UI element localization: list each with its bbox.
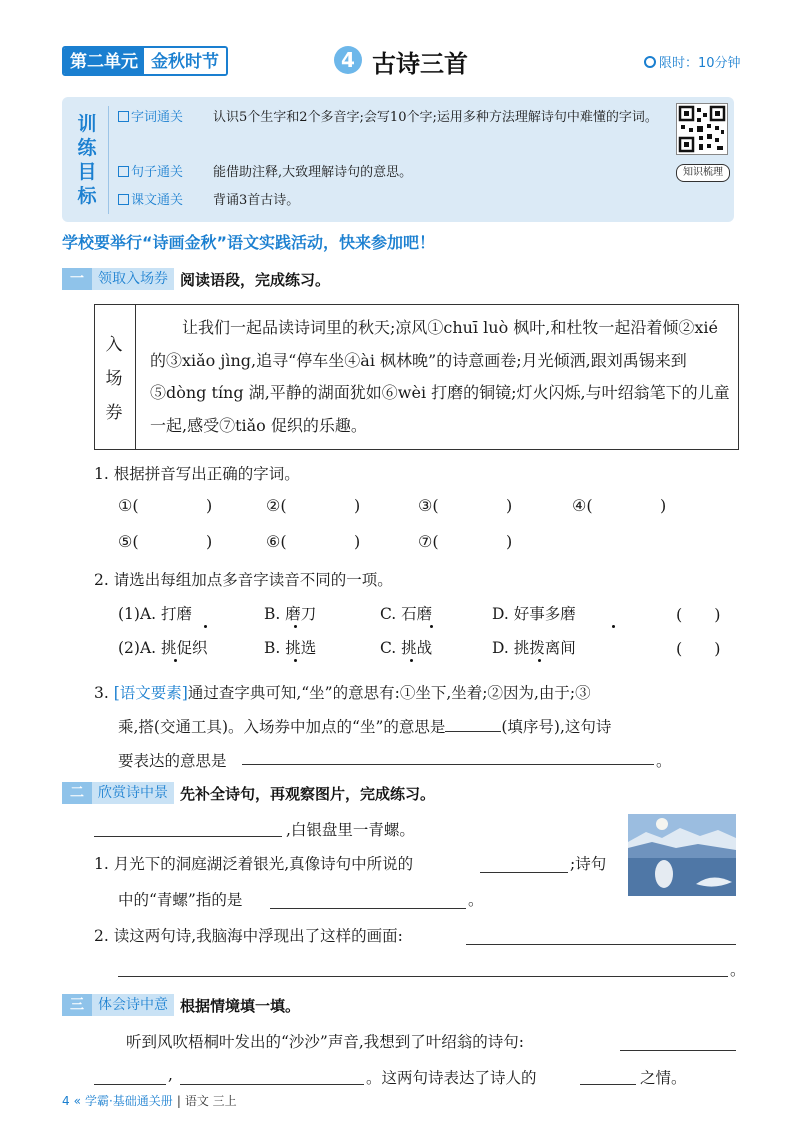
- blank-close: ): [206, 532, 213, 551]
- sentence-end: 。: [468, 891, 484, 909]
- checkbox-icon[interactable]: [118, 194, 129, 205]
- answer-line[interactable]: [270, 908, 466, 909]
- blank-4[interactable]: ④(: [572, 496, 593, 515]
- lake-moon-illustration: [628, 814, 736, 896]
- question-text: 要表达的意思是: [118, 752, 227, 770]
- option-d: D. 好事多磨: [492, 605, 576, 623]
- emphasis-dot: [294, 659, 297, 662]
- section-name: 领取入场券: [92, 268, 174, 290]
- question-2-1: 1. 月光下的洞庭湖泛着银光,真像诗句中所说的: [94, 855, 414, 873]
- answer-paren[interactable]: ( ): [676, 639, 721, 658]
- divider: [108, 106, 109, 214]
- ticket-passage: 让我们一起品读诗词里的秋天;凉风①chuī luò 枫叶,和杜牧一起沿着倾②xié 的③xiǎo jìng,追寻“停车坐④ài 枫林晚”的诗意画卷;月光倾洒,跟刘禹锡来到⑤dòng tíng 湖,平静的湖面犹如⑥wèi 打磨的铜镜;灯火闪烁,与叶绍翁笔下的儿童一起,感受⑦tiǎo 促织的乐趣。: [150, 318, 730, 435]
- goal-text: 背诵3首古诗。: [213, 193, 300, 208]
- goals-label-char: 标: [77, 185, 97, 207]
- training-goals-label: [72, 112, 102, 208]
- goals-label-char: 练: [77, 137, 97, 159]
- answer-line[interactable]: [620, 1050, 736, 1051]
- goals-label-char: 目: [77, 161, 97, 183]
- checkbox-icon[interactable]: [118, 111, 129, 122]
- page-number: 4: [62, 1093, 70, 1108]
- section-1-header: [62, 268, 330, 290]
- sentence-end: 。: [656, 752, 672, 770]
- lesson-number: 4: [334, 46, 362, 74]
- question-3-line1: 听到风吹梧桐叶发出的“沙沙”声音,我想到了叶绍翁的诗句:: [126, 1033, 524, 1051]
- poem-line: ,白银盘里一青螺。: [286, 821, 415, 839]
- emphasis-dot: [410, 659, 413, 662]
- option-b: B. 磨刀: [264, 605, 317, 623]
- goal-item-words: [118, 106, 669, 130]
- question-1-3-line2: [118, 710, 738, 744]
- checkbox-icon[interactable]: [118, 166, 129, 177]
- page-title: 古诗三首: [372, 50, 468, 78]
- book-title: 学霸·基础通关册: [84, 1094, 173, 1108]
- goal-text: 认识5个生字和2个多音字;会写10个字;运用多种方法理解诗句中难懂的字词。: [213, 110, 658, 125]
- blank-close: ): [506, 496, 513, 515]
- section-number: 一: [62, 268, 92, 290]
- emphasis-dot: [612, 625, 615, 628]
- option-a: (2)A. 挑促织: [118, 639, 208, 657]
- blank-3[interactable]: ③(: [418, 496, 439, 515]
- section-instruction: 根据情境填一填。: [180, 996, 301, 1015]
- goals-label-char: 训: [77, 113, 97, 135]
- subject-label: 语文 三上: [184, 1094, 237, 1108]
- section-2-header: [62, 782, 435, 804]
- section-name: 欣赏诗中景: [92, 782, 174, 804]
- blank-1[interactable]: ①(: [118, 496, 139, 515]
- footer-separator: |: [176, 1093, 181, 1108]
- blank-close: ): [660, 496, 667, 515]
- goal-text: 能借助注释,大致理解诗句的意思。: [213, 165, 413, 180]
- goal-tag: 句子通关: [131, 165, 184, 180]
- time-limit-text: 限时：10分钟: [659, 56, 741, 71]
- section-3-header: [62, 994, 300, 1016]
- question-1-3: [94, 676, 734, 710]
- question-3-line2: 。这两句诗表达了诗人的: [366, 1069, 537, 1087]
- option-b: B. 挑选: [264, 639, 317, 657]
- qr-code-icon[interactable]: [676, 103, 728, 155]
- answer-line[interactable]: [242, 764, 654, 765]
- skill-tag: [语文要素]: [113, 684, 188, 702]
- time-limit: [644, 52, 741, 71]
- question-1-2: 2. 请选出每组加点多音字读音不同的一项。: [94, 571, 393, 589]
- question-text: (填序号),这句诗: [501, 718, 612, 736]
- answer-line[interactable]: [466, 944, 736, 945]
- option-c: C. 挑战: [380, 639, 433, 657]
- ticket-label-char: 券: [105, 403, 123, 423]
- emphasis-dot: [294, 625, 297, 628]
- sentence-end: 。: [730, 961, 746, 979]
- unit-label: 第二单元: [64, 48, 144, 74]
- section-number: 二: [62, 782, 92, 804]
- question-number: 3.: [94, 684, 114, 702]
- blank-close: ): [354, 496, 361, 515]
- answer-line[interactable]: [180, 1084, 364, 1085]
- question-3-end: 之情。: [640, 1069, 687, 1087]
- goal-tag: 字词通关: [131, 110, 184, 125]
- section-number: 三: [62, 994, 92, 1016]
- answer-line[interactable]: [580, 1084, 636, 1085]
- intro-text: 学校要举行“诗画金秋”语文实践活动，快来参加吧！: [62, 233, 436, 252]
- arrow-icon: «: [73, 1093, 81, 1108]
- qr-label: 知识梳理: [676, 164, 730, 182]
- section-instruction: 阅读语段，完成练习。: [180, 270, 331, 289]
- blank-close: ): [506, 532, 513, 551]
- question-1-1: 1. 根据拼音写出正确的字词。: [94, 465, 300, 483]
- section-name: 体会诗中意: [92, 994, 174, 1016]
- goal-item-sentences: [118, 161, 669, 185]
- blank-2[interactable]: ②(: [266, 496, 287, 515]
- section-instruction: 先补全诗句，再观察图片，完成练习。: [180, 784, 436, 803]
- option-c: C. 石磨: [380, 605, 433, 623]
- clock-icon: [644, 56, 656, 68]
- question-text: 乘,搭(交通工具)。入场券中加点的“坐”的意思是: [118, 718, 446, 736]
- question-1-3-line3: [118, 744, 227, 778]
- footer: [62, 1092, 237, 1109]
- emphasis-dot: [538, 659, 541, 662]
- blank-close: ): [354, 532, 361, 551]
- blank-5[interactable]: ⑤(: [118, 532, 139, 551]
- blank-6[interactable]: ⑥(: [266, 532, 287, 551]
- question-2-1-tail: ;诗句: [570, 855, 607, 873]
- blank-7[interactable]: ⑦(: [418, 532, 439, 551]
- ticket-label-char: 入: [105, 335, 123, 355]
- question-2-2: 2. 读这两句诗,我脑海中浮现出了这样的画面:: [94, 927, 403, 945]
- emphasis-dot: [430, 625, 433, 628]
- answer-blank[interactable]: [445, 714, 501, 732]
- blank-close: ): [206, 496, 213, 515]
- ticket-label: [94, 304, 136, 450]
- option-d: D. 挑拨离间: [492, 639, 576, 657]
- goal-tag: 课文通关: [131, 193, 184, 208]
- emphasis-dot: [174, 659, 177, 662]
- comma: ,: [168, 1066, 173, 1084]
- unit-theme: 金秋时节: [144, 48, 226, 74]
- goal-item-text: [118, 189, 669, 213]
- ticket-label-char: 场: [105, 369, 123, 389]
- poem-blank[interactable]: [94, 836, 282, 837]
- emphasis-dot: [204, 625, 207, 628]
- unit-badge: [62, 46, 228, 76]
- question-2-1-line2: 中的“青螺”指的是: [118, 891, 243, 909]
- answer-paren[interactable]: ( ): [676, 605, 721, 624]
- answer-line[interactable]: [480, 872, 568, 873]
- option-a: (1)A. 打磨: [118, 605, 193, 623]
- answer-line[interactable]: [94, 1084, 166, 1085]
- answer-line[interactable]: [118, 976, 728, 977]
- question-text: 通过查字典可知,“坐”的意思有:①坐下,坐着;②因为,由于;③: [187, 684, 591, 702]
